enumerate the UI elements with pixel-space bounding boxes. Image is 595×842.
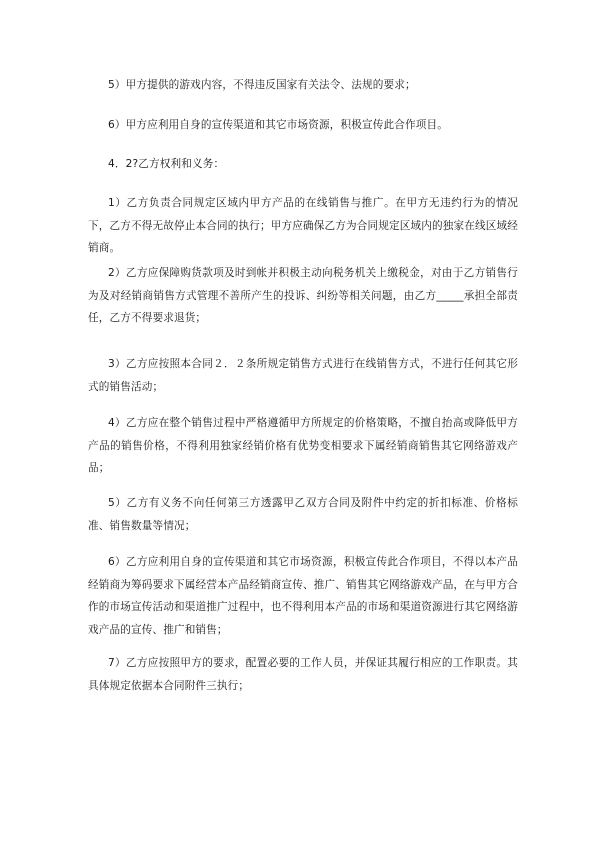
paragraph-b5: 5）乙方有义务不向任何第三方透露甲乙双方合同及附件中约定的折扣标准、价格标准、销售数量等情况； [88, 497, 518, 532]
paragraph-b1: 1）乙方负责合同规定区域内甲方产品的在线销售与推广。在甲方无违约行为的情况下，乙方不得无故停止本合同的执行；甲方应确保乙方为合同规定区域内的独家在线区域经销商。 [88, 197, 518, 254]
paragraph-b7: 7）乙方应按照甲方的要求，配置必要的工作人员，并保证其履行相应的工作职责。其具体规定依据本合同附件三执行； [88, 657, 518, 692]
paragraph-b2: 2）乙方应保障购货款项及时到帐并积极主动向税务机关上缴税金，对由于乙方销售行为及对经销商销售方式管理不善所产生的投诉、纠纷等相关问题，由乙方_____承担全部责任，乙方不得要求退货； [88, 267, 518, 324]
section-heading-4-2: 4．2?乙方权利和义务： [108, 158, 225, 170]
paragraph-b3: 3）乙方应按照本合同２．２条所规定销售方式进行在线销售方式，不进行任何其它形式的销售活动； [88, 358, 518, 393]
paragraph-b4: 4）乙方应在整个销售过程中严格遵循甲方所规定的价格策略，不擅自抬高或降低甲方产品的销售价格，不得利用独家经销价格有优势变相要求下属经销商销售其它网络游戏产品； [88, 417, 518, 474]
paragraph-a6: 6）甲方应利用自身的宣传渠道和其它市场资源，积极宣传此合作项目。 [108, 119, 448, 131]
paragraph-a5: 5）甲方提供的游戏内容，不得违反国家有关法令、法规的要求； [108, 79, 416, 91]
paragraph-b6: 6）乙方应利用自身的宣传渠道和其它市场资源，积极宣传此合作项目，不得以本产品经销商为筹码要求下属经营本产品经销商宣传、推广、销售其它网络游戏产品，在与甲方合作的市场宣传活动和渠道推广过程中，也不得利用本产品的市场和渠道资源进行其它网络游戏产品的宣传、推广和销售； [88, 556, 518, 636]
